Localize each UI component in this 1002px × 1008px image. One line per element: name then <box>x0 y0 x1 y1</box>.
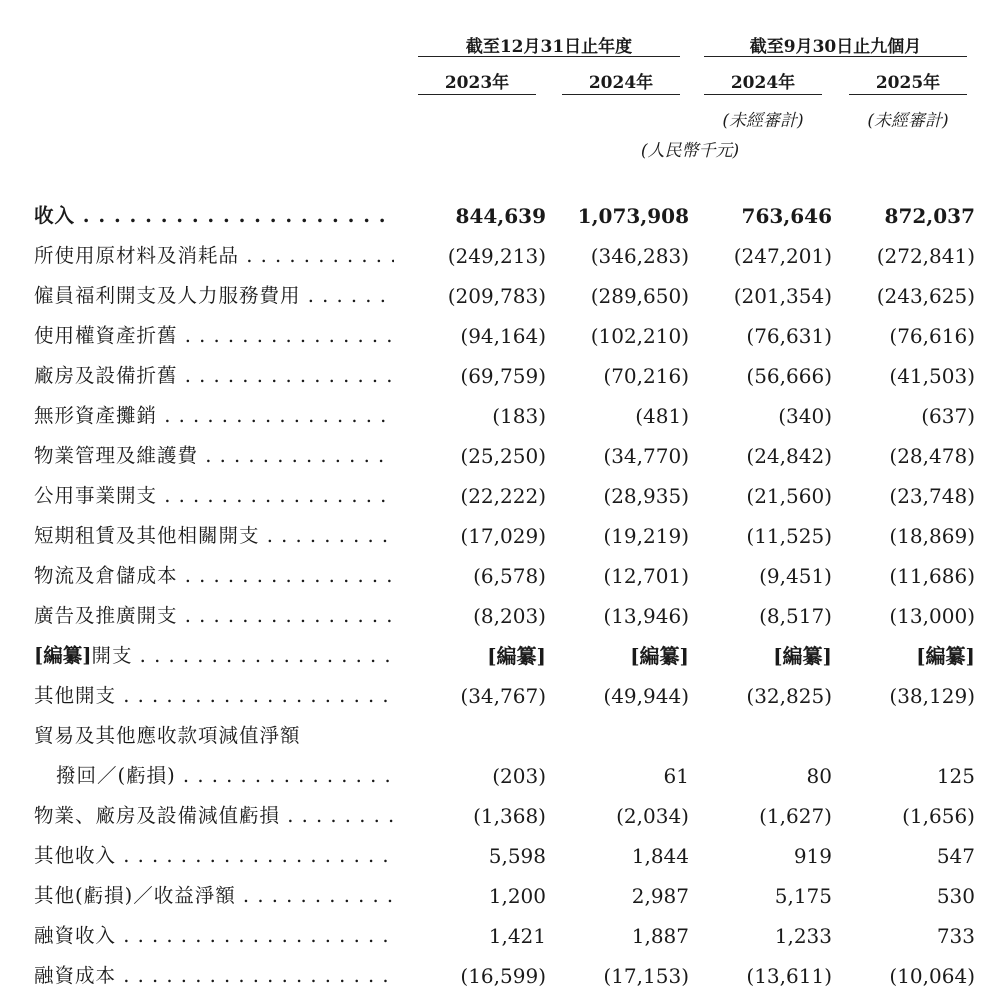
table-row <box>0 316 1002 356</box>
row-label-text: 開支 <box>91 644 133 667</box>
column-header-2025-nine-months: 2025年 <box>875 73 941 93</box>
row-value: 5,598 <box>488 844 546 868</box>
row-label <box>34 636 394 676</box>
row-label: 融資成本 . . . <box>34 956 394 996</box>
row-value: (13,611) <box>746 964 832 988</box>
row-value: (34,770) <box>603 444 689 468</box>
row-value: (8,203) <box>473 604 546 628</box>
row-value: (69,759) <box>460 364 546 388</box>
row-value: (8,517) <box>759 604 832 628</box>
row-value: (76,631) <box>746 324 832 348</box>
row-label: 公用事業開支 . . . <box>34 476 394 516</box>
table-row <box>0 276 1002 316</box>
row-value: 1,200 <box>488 884 546 908</box>
row-value: (272,841) <box>876 244 975 268</box>
table-row <box>0 236 1002 276</box>
row-value: (340) <box>778 404 832 428</box>
row-value: 763,646 <box>741 204 832 228</box>
row-value: (18,869) <box>889 524 975 548</box>
row-label: 無形資產攤銷 . . . <box>34 396 394 436</box>
row-value: (17,029) <box>460 524 546 548</box>
row-value: (23,748) <box>889 484 975 508</box>
row-value: 1,844 <box>631 844 689 868</box>
column-header-2024-nine-months: 2024年 <box>730 73 796 93</box>
column-header-2024: 2024年 <box>588 73 654 93</box>
row-value: (1,656) <box>902 804 975 828</box>
row-value: 844,639 <box>455 204 546 228</box>
row-value: (22,222) <box>460 484 546 508</box>
table-row <box>0 596 1002 636</box>
row-value: (28,935) <box>603 484 689 508</box>
row-value: (637) <box>921 404 975 428</box>
row-value: 125 <box>936 764 975 788</box>
column-header-rule <box>418 94 536 95</box>
group-header-nine-months-rule <box>704 56 967 57</box>
row-value: 61 <box>663 764 689 788</box>
row-value: (481) <box>635 404 689 428</box>
row-value: 1,073,908 <box>577 204 689 228</box>
row-value: (41,503) <box>889 364 975 388</box>
row-label: 廠房及設備折舊 . . . <box>34 356 394 396</box>
row-value: (9,451) <box>759 564 832 588</box>
row-value: (16,599) <box>460 964 546 988</box>
row-value: (1,627) <box>759 804 832 828</box>
row-label: 貿易及其他應收款項減值淨額 <box>34 724 301 747</box>
table-row <box>0 796 1002 836</box>
row-value: (94,164) <box>460 324 546 348</box>
group-header-nine-months: 截至9月30日止九個月 <box>749 37 922 57</box>
unaudited-note: (未經審計) <box>867 111 949 131</box>
row-label: 物業、廠房及設備減值虧損 . . . <box>34 796 394 836</box>
row-label: 使用權資產折舊 . . . <box>34 316 394 356</box>
row-value: (12,701) <box>603 564 689 588</box>
row-value: (38,129) <box>889 684 975 708</box>
currency-note: (人民幣千元) <box>640 141 740 161</box>
redacted-prefix: [編纂] <box>34 644 92 667</box>
row-value: (2,034) <box>616 804 689 828</box>
table-row-redacted <box>0 636 1002 676</box>
row-label: 收入 . . . <box>34 196 394 236</box>
row-value: (6,578) <box>473 564 546 588</box>
row-value: 733 <box>936 924 975 948</box>
table-row <box>0 676 1002 716</box>
row-value-redacted: [編纂] <box>773 644 832 668</box>
row-value: (201,354) <box>733 284 832 308</box>
row-value-redacted: [編纂] <box>630 644 689 668</box>
row-value: (243,625) <box>876 284 975 308</box>
row-value: 872,037 <box>884 204 975 228</box>
row-label: 其他(虧損)／收益淨額 . . . <box>34 876 394 916</box>
row-value: (49,944) <box>603 684 689 708</box>
row-value: (13,946) <box>603 604 689 628</box>
row-value: (11,686) <box>889 564 975 588</box>
row-value: (24,842) <box>746 444 832 468</box>
row-value: (346,283) <box>590 244 689 268</box>
table-row <box>0 836 1002 876</box>
row-value: 5,175 <box>774 884 832 908</box>
column-header-2023: 2023年 <box>444 73 510 93</box>
row-label: 所使用原材料及消耗品 . . . <box>34 236 394 276</box>
table-row-revenue <box>0 196 1002 236</box>
row-value-redacted: [編纂] <box>487 644 546 668</box>
row-value: (70,216) <box>603 364 689 388</box>
row-value: (247,201) <box>733 244 832 268</box>
row-value: (249,213) <box>447 244 546 268</box>
table-row <box>0 356 1002 396</box>
row-label: 僱員福利開支及人力服務費用 . . . <box>34 276 394 316</box>
row-label: 其他收入 . . . <box>34 836 394 876</box>
row-value: (76,616) <box>889 324 975 348</box>
row-value: 1,421 <box>488 924 546 948</box>
row-value: (32,825) <box>746 684 832 708</box>
row-value: (28,478) <box>889 444 975 468</box>
row-value: 530 <box>936 884 975 908</box>
table-row <box>0 956 1002 996</box>
row-value: 80 <box>806 764 832 788</box>
row-value: 919 <box>793 844 832 868</box>
row-value: (102,210) <box>590 324 689 348</box>
row-value: (25,250) <box>460 444 546 468</box>
table-row <box>0 396 1002 436</box>
row-value: (56,666) <box>746 364 832 388</box>
row-value: (203) <box>492 764 546 788</box>
row-value: (34,767) <box>460 684 546 708</box>
row-value: (11,525) <box>746 524 832 548</box>
row-label: 物流及倉儲成本 . . . <box>34 556 394 596</box>
table-row <box>0 756 1002 796</box>
table-row <box>0 436 1002 476</box>
row-label: 撥回／(虧損) . . . <box>56 756 394 796</box>
row-label: 其他開支 . . . <box>34 676 394 716</box>
row-value: (19,219) <box>603 524 689 548</box>
column-header-rule <box>849 94 967 95</box>
row-value: 1,887 <box>631 924 689 948</box>
unaudited-note: (未經審計) <box>722 111 804 131</box>
row-value: (289,650) <box>590 284 689 308</box>
row-label: 物業管理及維護費 . . . <box>34 436 394 476</box>
row-value: 1,233 <box>774 924 832 948</box>
table-row <box>0 556 1002 596</box>
row-value: 2,987 <box>631 884 689 908</box>
table-row <box>0 876 1002 916</box>
row-value: (13,000) <box>889 604 975 628</box>
row-value: 547 <box>936 844 975 868</box>
row-value: (209,783) <box>447 284 546 308</box>
column-header-rule <box>562 94 680 95</box>
row-value-redacted: [編纂] <box>916 644 975 668</box>
table-row <box>0 476 1002 516</box>
row-value: (17,153) <box>603 964 689 988</box>
row-label: 廣告及推廣開支 . . . <box>34 596 394 636</box>
group-header-year-rule <box>418 56 680 57</box>
table-row-heading <box>0 716 1002 756</box>
table-row <box>0 516 1002 556</box>
row-label: 融資收入 . . . <box>34 916 394 956</box>
table-row <box>0 916 1002 956</box>
row-value: (10,064) <box>889 964 975 988</box>
group-header-year: 截至12月31日止年度 <box>465 37 633 57</box>
row-label: 短期租賃及其他相關開支 . . . <box>34 516 394 556</box>
column-header-rule <box>704 94 822 95</box>
row-value: (183) <box>492 404 546 428</box>
row-value: (21,560) <box>746 484 832 508</box>
row-value: (1,368) <box>473 804 546 828</box>
